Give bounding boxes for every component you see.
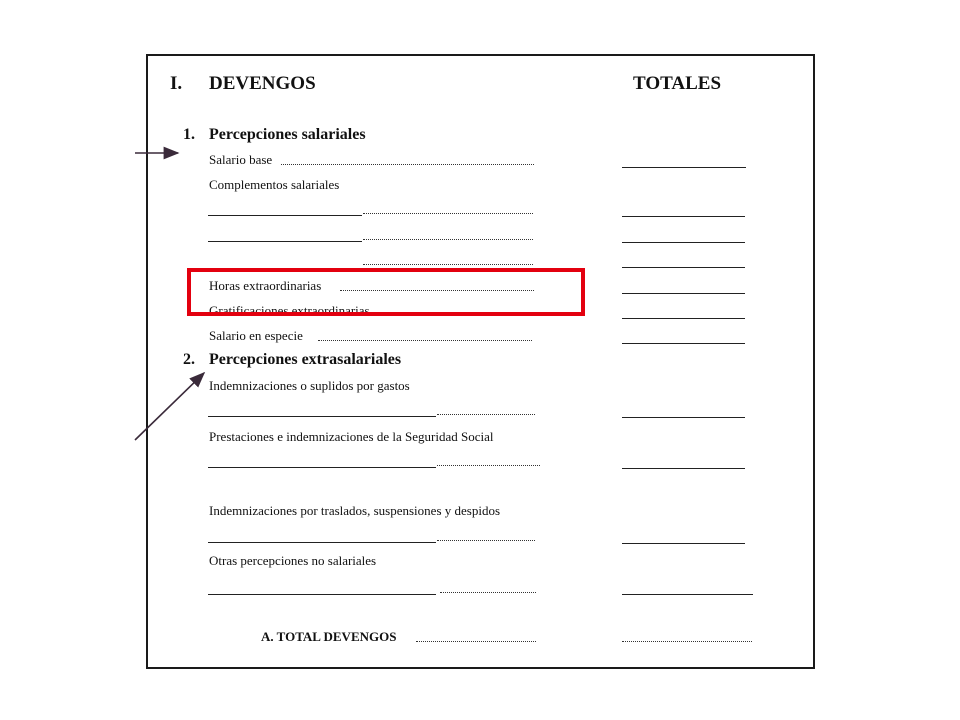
horas-extraordinarias-label: Horas extraordinarias [209,278,322,293]
gratificaciones-label: Gratificaciones extraordinarias [209,303,370,318]
section-title: DEVENGOS [209,73,316,94]
complementos-label: Complementos salariales [209,177,340,192]
group2-number: 2. [183,351,195,368]
totals-header: TOTALES [633,73,722,94]
group1-number: 1. [183,126,195,143]
group2-title: Percepciones extrasalariales [209,351,402,368]
indemnizaciones-gastos-label: Indemnizaciones o suplidos por gastos [209,378,410,393]
section-number: I. [170,73,183,94]
arrow-to-percepciones-extrasalariales [135,373,204,440]
salario-base-label: Salario base [209,152,273,167]
salario-especie-label: Salario en especie [209,328,303,343]
group1-title: Percepciones salariales [209,126,366,143]
otras-percepciones-label: Otras percepciones no salariales [209,553,377,568]
total-devengos-label: A. TOTAL DEVENGOS [261,629,397,644]
indemnizaciones-traslados-label: Indemnizaciones por traslados, suspensiones y despidos [209,503,501,518]
prestaciones-ss-label: Prestaciones e indemnizaciones de la Seguridad Social [209,429,494,444]
